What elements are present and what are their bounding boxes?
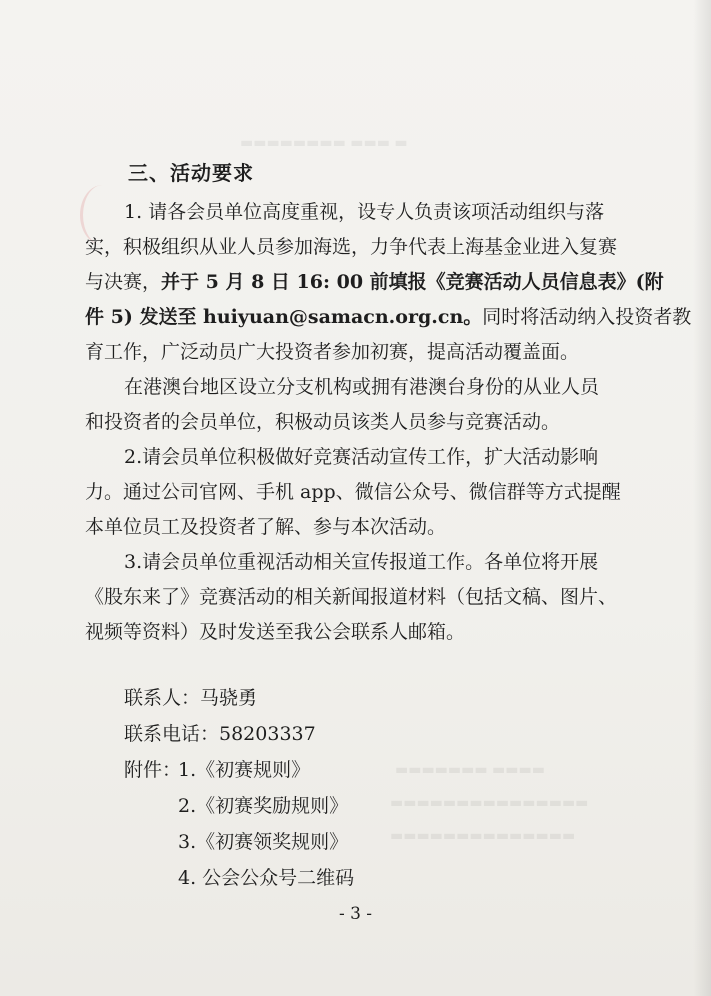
para2-line1: 在港澳台地区设立分支机构或拥有港澳台身份的从业人员	[124, 376, 600, 398]
para3-line3: 本单位员工及投资者了解、参与本次活动。	[85, 516, 447, 538]
page-edge-shadow	[693, 0, 711, 996]
submission-email: 件 5) 发送至 huiyuan@samacn.org.cn。	[85, 306, 483, 328]
para1-line2: 实，积极组织从业人员参加海选，力争代表上海基金业进入复赛	[85, 236, 618, 258]
para1-line5: 育工作，广泛动员广大投资者参加初赛，提高活动覆盖面。	[85, 341, 580, 363]
para1-line3-plain: 与决赛，	[85, 271, 162, 293]
bleed-through-text: ▬▬▬▬▬▬▬▬▬▬▬▬▬▬	[390, 828, 576, 844]
contact-person: 联系人：马骁勇	[124, 687, 258, 709]
para4-line1: 3.请会员单位重视活动相关宣传报道工作。各单位将开展	[124, 551, 599, 573]
attachment-item: 1.《初赛规则》	[178, 759, 311, 781]
para3-line1: 2.请会员单位积极做好竞赛活动宣传工作，扩大活动影响	[124, 446, 599, 468]
para2-line2: 和投资者的会员单位，积极动员该类人员参与竞赛活动。	[85, 411, 561, 433]
para1-line3	[85, 270, 664, 294]
para1-line4-plain: 同时将活动纳入投资者教	[482, 306, 692, 328]
para4-line2: 《股东来了》竞赛活动的相关新闻报道材料（包括文稿、图片、	[85, 586, 618, 608]
section-heading: 三、活动要求	[128, 161, 254, 185]
attachment-item: 4. 公会公众号二维码	[178, 867, 355, 889]
bleed-through-text: ▬▬▬▬▬▬▬▬▬▬▬▬▬▬▬	[390, 795, 589, 811]
para3-line2: 力。通过公司官网、手机 app、微信公众号、微信群等方式提醒	[85, 481, 621, 503]
attachment-item: 2.《初赛奖励规则》	[178, 795, 349, 817]
bleed-through-text: ▬▬▬▬▬▬▬▬ ▬▬▬ ▬	[240, 135, 408, 151]
attachments-label: 附件：	[124, 759, 182, 781]
para1-line4	[85, 305, 691, 329]
attachment-item: 3.《初赛领奖规则》	[178, 831, 349, 853]
contact-phone: 联系电话：58203337	[124, 723, 316, 745]
para1-line1: 1. 请各会员单位高度重视，设专人负责该项活动组织与落	[124, 201, 605, 223]
bleed-through-text: ▬▬▬▬▬▬▬ ▬▬▬▬	[395, 762, 545, 778]
deadline-notice: 并于 5 月 8 日 16: 00 前填报《竞赛活动人员信息表》(附	[161, 271, 664, 293]
para4-line3: 视频等资料）及时发送至我公会联系人邮箱。	[85, 621, 466, 643]
page-number: - 3 -	[338, 904, 373, 924]
